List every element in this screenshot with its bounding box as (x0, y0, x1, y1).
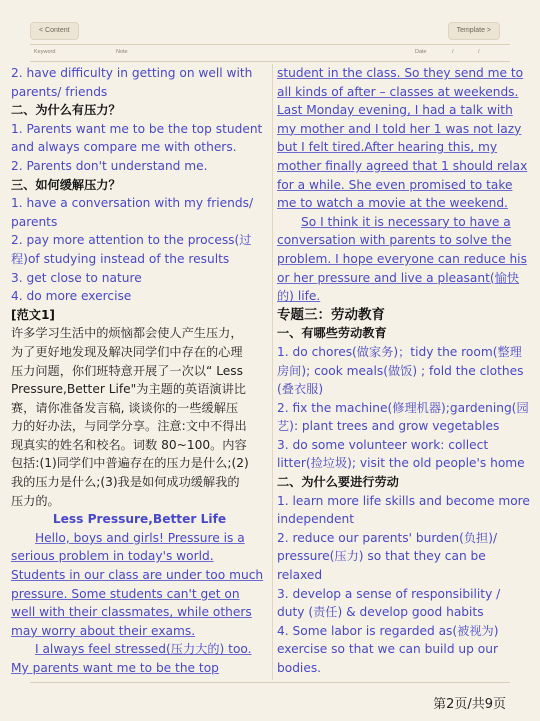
text-line: may worry about their exams. (11, 623, 196, 638)
text-line: Students in our class are under too much (11, 568, 264, 583)
left-column (11, 64, 268, 678)
text-line: 2. pay more attention to the process(过 (11, 233, 252, 248)
text-line: parents/ friends (11, 84, 108, 99)
text-line: 1. learn more life skills and become more (277, 493, 530, 508)
text-line: 1. do chores(做家务)；tidy the room(整理 (277, 344, 522, 359)
text-line: 专题三：劳动教育 (277, 306, 385, 323)
text-line: 赛，请你准备发言稿, 谈谈你的一些缓解压 (11, 400, 239, 415)
text-line: 3. get close to nature (11, 270, 142, 285)
text-line: for a while. She even promised to take (277, 177, 513, 192)
text-line: well with their classmates, while others (11, 605, 252, 620)
template-nav-button[interactable]: Template > (448, 22, 500, 40)
text-line: pressure. Some students can't get on (11, 586, 240, 601)
text-line: serious problem in today's world. (11, 549, 214, 564)
text-line: 二、为什么有压力？ (11, 103, 121, 118)
text-line: 3. develop a sense of responsibility / (277, 586, 501, 601)
text-line: 1. Parents want me to be the top student (11, 121, 263, 136)
text-line: 的) life. (277, 289, 321, 304)
text-line: 房间); cook meals(做饭) ; fold the clothes (277, 363, 524, 378)
text-line: problem. I hope everyone can reduce his (277, 251, 527, 266)
text-line: 压力的。 (11, 493, 60, 508)
right-column (277, 64, 532, 678)
text-line: me to watch a movie at the weekend. (277, 196, 508, 211)
text-line: 4. do more exercise (11, 289, 132, 304)
text-line: 1. have a conversation with my friends/ (11, 196, 254, 211)
text-line: 2. reduce our parents' burden(负担)/ (277, 530, 498, 545)
text-line: 为了更好地发现及解决同学们中存在的心理 (11, 344, 243, 359)
text-line: litter(捡垃圾); visit the old people's home (277, 456, 525, 471)
text-line: 二、为什么要进行劳动 (277, 475, 399, 490)
text-line: 艺): plant trees and grow vegetables (277, 419, 500, 434)
text-line: but I felt tired.After hearing this, my (277, 140, 498, 155)
text-line: all kinds of after – classes at weekends. (277, 84, 519, 99)
text-line: 一、有哪些劳动教育 (277, 326, 387, 341)
text-line: 程)of studying instead of the results (11, 251, 230, 266)
text-line: 2. have difficulty in getting on well with (11, 66, 253, 80)
text-line: 压力问题，你们班特意开展了一次以“ Less (11, 363, 243, 378)
text-line: 3. do some volunteer work: collect (277, 437, 489, 452)
text-line: exercise so that we can build up our (277, 642, 498, 657)
page-number: 第2页/共9页 (433, 697, 506, 712)
column-divider (272, 64, 273, 680)
date-separator: / (478, 49, 480, 55)
text-line: independent (277, 512, 355, 527)
text-line: relaxed (277, 568, 323, 583)
text-line: 现真实的姓名和校名。词数 80~100。内容 (11, 437, 247, 452)
text-line: duty (责任) & develop good habits (277, 605, 484, 620)
text-line: Hello, boys and girls! Pressure is a (35, 530, 245, 545)
text-line: My parents want me to be the top (11, 661, 219, 675)
text-line: student in the class. So they send me to (277, 66, 524, 80)
text-line: 许多学习生活中的烦恼都会使人产生压力， (11, 326, 243, 341)
text-line: Pressure,Better Life"为主题的英语演讲比 (11, 382, 246, 397)
text-line: So I think it is necessary to have a (301, 214, 511, 229)
text-line: conversation with parents to solve the (277, 233, 512, 248)
note-label: Note (116, 49, 128, 55)
bottom-rule (30, 682, 510, 683)
text-line: bodies. (277, 661, 322, 675)
text-line: or her pressure and live a pleasant(愉快 (277, 270, 520, 285)
text-line: my mother and I told her 1 was not lazy (277, 121, 522, 136)
text-line: parents (11, 214, 58, 229)
date-separator: / (452, 49, 454, 55)
text-line: Less Pressure,Better Life (52, 512, 227, 527)
text-line: and always compare me with others. (11, 140, 237, 155)
text-line: I always feel stressed(压力大的) too. (35, 642, 252, 657)
text-line: 4. Some labor is regarded as(被视为) (277, 623, 499, 638)
text-line: (叠衣服) (277, 382, 324, 397)
note-meta-row (30, 44, 510, 62)
text-line: pressure(压力) so that they can be (277, 549, 486, 564)
top-bar (0, 0, 540, 64)
date-label: Date (415, 49, 427, 55)
text-line: 2. Parents don't understand me. (11, 158, 208, 173)
text-line: 包括:(1)同学们中普遍存在的压力是什么;(2) (11, 456, 249, 471)
keyword-label: Keyword (34, 49, 56, 55)
text-line: mother finally agreed that 1 should relax (277, 158, 528, 173)
text-line: Last Monday evening, I had a talk with (277, 103, 513, 118)
content-nav-button[interactable]: < Content (30, 22, 79, 40)
text-line: 三、如何缓解压力？ (11, 177, 121, 192)
text-line: 2. fix the machine(修理机器);gardening(园 (277, 400, 529, 415)
text-line: [范文1] (11, 307, 55, 322)
text-line: 力的好办法，与同学分享。注意:文中不得出 (11, 419, 247, 434)
text-line: 我的压力是什么;(3)我是如何成功缓解我的 (11, 475, 240, 490)
